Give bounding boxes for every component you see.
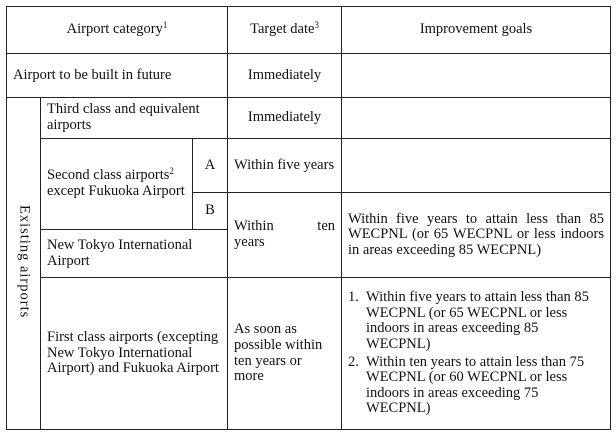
second-class-a-goals (342, 139, 611, 193)
first-class-target: As soon as possible within ten years or more (228, 278, 342, 430)
list-item (348, 290, 604, 353)
header-target-date-text: Target date (250, 21, 315, 38)
existing-airports-label: Existing airports (16, 204, 33, 318)
future-airport-target: Immediately (228, 54, 342, 98)
third-class-goals (342, 98, 611, 139)
footnote-3-marker: 3 (314, 20, 319, 31)
header-row (7, 7, 611, 54)
ten-years-target-line1 (234, 219, 335, 235)
second-class-category-text: Second class airports (47, 167, 170, 184)
header-airport-category-text: Airport category (66, 21, 163, 38)
first-class-row (7, 278, 611, 430)
second-class-a-target: Within five years (228, 139, 342, 193)
ten-years-target (228, 193, 342, 278)
first-class-category: First class airports (excepting New Tokyo International Airport) and Fukuoka Airport (41, 278, 228, 430)
future-airport-category: Airport to be built in future (7, 54, 228, 98)
second-class-category (41, 139, 193, 230)
third-class-category: Third class and equivalent airports (41, 98, 228, 139)
header-improvement-goals-text: Improvement goals (419, 21, 533, 38)
goal-text: Within ten years to attain less than 75 WECPNL (or 60 WECPNL or less indoors in areas exceeding 75 WECPNL) (366, 353, 585, 417)
ten-years-word-ten: ten (317, 218, 336, 235)
header-target-date (228, 7, 342, 54)
list-item (348, 355, 604, 418)
second-class-sub-a: A (193, 139, 228, 193)
third-class-row (7, 98, 611, 139)
goal-text: Within five years to attain less than 85 WECPNL (or 65 WECPNL or less indoors in areas exceeding 85 WECPNL) (366, 288, 589, 352)
third-class-target: Immediately (228, 98, 342, 139)
header-airport-category (7, 7, 228, 54)
goal-number: 1. (348, 288, 359, 305)
header-improvement-goals (342, 7, 611, 54)
first-class-goals (342, 278, 611, 430)
ten-years-word-within: Within (234, 218, 274, 235)
footnote-1-marker: 1 (162, 20, 168, 31)
second-class-sub-b: B (193, 193, 228, 230)
airport-noise-improvement-table (6, 6, 611, 430)
first-class-goals-list (348, 290, 604, 417)
second-class-a-row (7, 139, 611, 193)
existing-airports-group (7, 98, 41, 430)
footnote-2-marker: 2 (169, 166, 174, 177)
future-airport-goals (342, 54, 611, 98)
future-airport-row (7, 54, 611, 98)
ten-years-word-years: years (234, 234, 265, 250)
b-and-tokyo-goals: Within five years to attain less than 85 WECPNL (or 65 WECPNL or less indoors in areas exceeding 85 WECPNL) (342, 193, 611, 278)
new-tokyo-category: New Tokyo International Airport (41, 230, 228, 278)
goal-number: 2. (348, 353, 359, 370)
second-class-category-suffix: except Fukuoka Airport (47, 183, 185, 199)
